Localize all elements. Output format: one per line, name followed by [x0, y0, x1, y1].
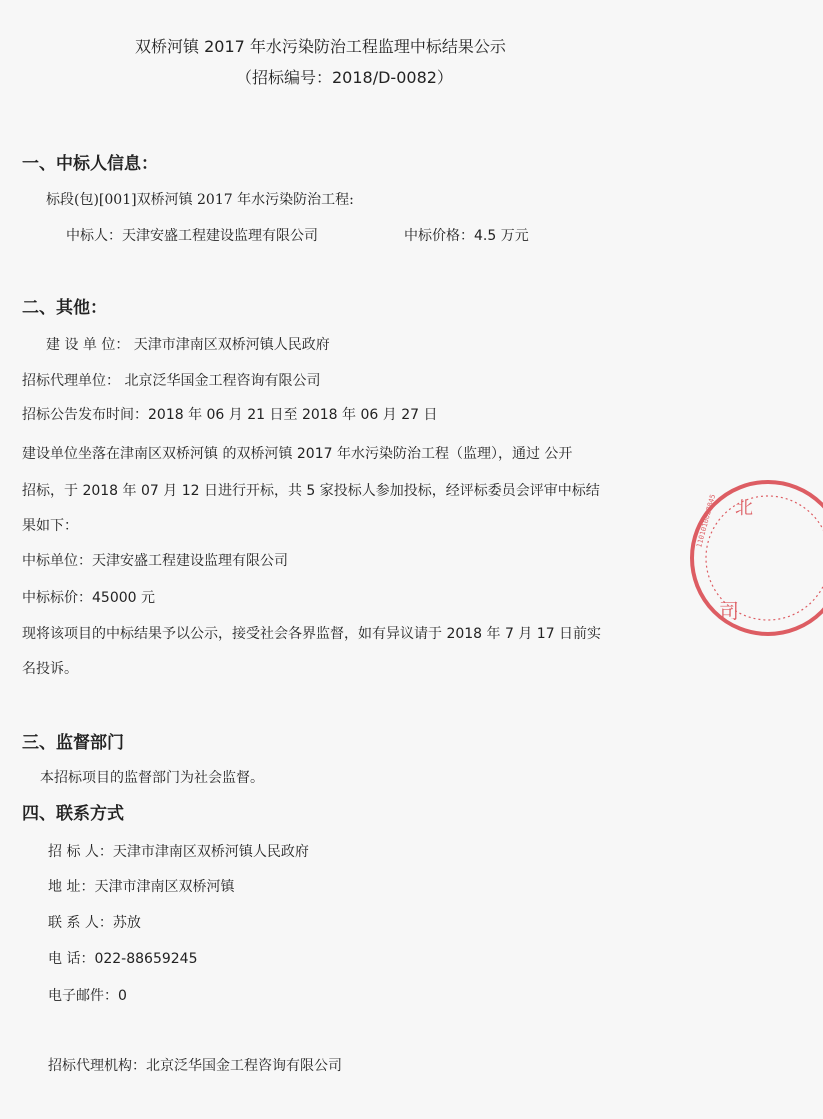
contact-line: 电 话：022-88659245 [48, 951, 198, 967]
seal-char: 北 [735, 498, 753, 519]
section2-line: 建 设 单 位： 天津市津南区双桥河镇人民政府 [46, 337, 330, 353]
seal-number: 1101010027845 [695, 493, 718, 549]
section2-line: 果如下： [22, 518, 78, 534]
agency-line: 招标代理机构：北京泛华国金工程咨询有限公司 [48, 1058, 342, 1074]
section4-heading: 四、联系方式 [22, 804, 124, 824]
price-line: 中标价格：4.5 万元 [404, 228, 529, 244]
contact-line: 联 系 人：苏放 [48, 915, 141, 931]
section2-line: 中标标价：45000 元 [22, 590, 155, 606]
section1-heading: 一、中标人信息： [22, 154, 158, 174]
winner-line: 中标人：天津安盛工程建设监理有限公司 [66, 228, 318, 244]
contact-line: 招 标 人：天津市津南区双桥河镇人民政府 [48, 844, 309, 860]
section2-line: 招标，于 2018 年 07 月 12 日进行开标，共 5 家投标人参加投标，经评标委员会评审中标结 [22, 483, 600, 499]
section2-line: 现将该项目的中标结果予以公示，接受社会各界监督，如有异议请于 2018 年 7 月 17 日前实 [22, 626, 602, 642]
tender-number: （招标编号：2018/D-0082） [236, 68, 453, 87]
lot-line: 标段(包)[001]双桥河镇 2017 年水污染防治工程: [46, 192, 354, 208]
seal-char: 司 [719, 599, 739, 623]
section2-line: 中标单位：天津安盛工程建设监理有限公司 [22, 553, 288, 569]
document-title: 双桥河镇 2017 年水污染防治工程监理中标结果公示 [135, 37, 506, 56]
section3-heading: 三、监督部门 [22, 733, 124, 753]
supervision-text: 本招标项目的监督部门为社会监督。 [40, 770, 264, 786]
section2-heading: 二、其他： [22, 298, 107, 318]
company-seal [683, 478, 823, 638]
section2-line: 招标公告发布时间：2018 年 06 月 21 日至 2018 年 06 月 27 日 [22, 407, 438, 423]
section2-line: 名投诉。 [22, 661, 78, 677]
section2-line: 建设单位坐落在津南区双桥河镇 的双桥河镇 2017 年水污染防治工程（监理），通过 公开 [22, 446, 573, 462]
contact-line: 电子邮件：0 [48, 988, 127, 1004]
section2-line: 招标代理单位： 北京泛华国金工程咨询有限公司 [22, 373, 321, 389]
contact-line: 地 址：天津市津南区双桥河镇 [48, 879, 235, 895]
